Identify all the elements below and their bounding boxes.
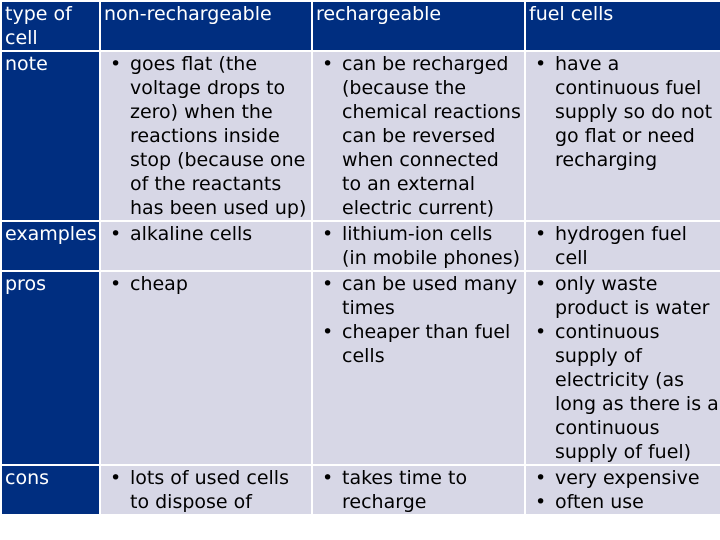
list-item: • very expensive xyxy=(555,466,720,490)
examples-non-rechargeable xyxy=(101,222,311,270)
pros-fuel-cells xyxy=(526,272,720,464)
list-item: • can be recharged (because the chemical reactions can be reversed when connected to an external electric current) xyxy=(342,52,522,220)
header-rechargeable: rechargeable xyxy=(313,2,524,50)
row-label-cons: cons xyxy=(2,466,99,514)
list-item: • cheaper than fuel cells xyxy=(342,320,522,368)
list-item: • only waste product is water xyxy=(555,272,720,320)
header-fuel-cells: fuel cells xyxy=(526,2,720,50)
cons-non-rechargeable xyxy=(101,466,311,514)
header-row xyxy=(2,2,720,50)
header-type-of-cell: type of cell xyxy=(2,2,99,50)
row-label-pros: pros xyxy=(2,272,99,464)
note-non-rechargeable xyxy=(101,52,311,220)
cons-fuel-cells xyxy=(526,466,720,514)
row-label-examples: examples xyxy=(2,222,99,270)
examples-rechargeable xyxy=(313,222,524,270)
row-pros xyxy=(2,272,720,464)
list-item: • goes flat (the voltage drops to zero) when the reactions inside stop (because one of the reactants has been used up) xyxy=(130,52,309,220)
note-fuel-cells xyxy=(526,52,720,220)
list-item: • can be used many times xyxy=(342,272,522,320)
list-item: • have a continuous fuel supply so do not go flat or need recharging xyxy=(555,52,720,172)
list-item: • lithium-ion cells (in mobile phones) xyxy=(342,222,522,270)
list-item: • takes time to recharge xyxy=(342,466,522,514)
list-item: • often use xyxy=(555,490,720,514)
list-item: • continuous supply of electricity (as long as there is a continuous supply of fuel) xyxy=(555,320,720,464)
row-note xyxy=(2,52,720,220)
list-item: • cheap xyxy=(130,272,309,296)
row-examples xyxy=(2,222,720,270)
list-item: • hydrogen fuel cell xyxy=(555,222,720,270)
note-rechargeable xyxy=(313,52,524,220)
examples-fuel-cells xyxy=(526,222,720,270)
header-non-rechargeable: non-rechargeable xyxy=(101,2,311,50)
row-cons xyxy=(2,466,720,514)
pros-rechargeable xyxy=(313,272,524,464)
row-label-note: note xyxy=(2,52,99,220)
pros-non-rechargeable xyxy=(101,272,311,464)
cons-rechargeable xyxy=(313,466,524,514)
list-item: • lots of used cells to dispose of xyxy=(130,466,309,514)
list-item: • alkaline cells xyxy=(130,222,309,246)
